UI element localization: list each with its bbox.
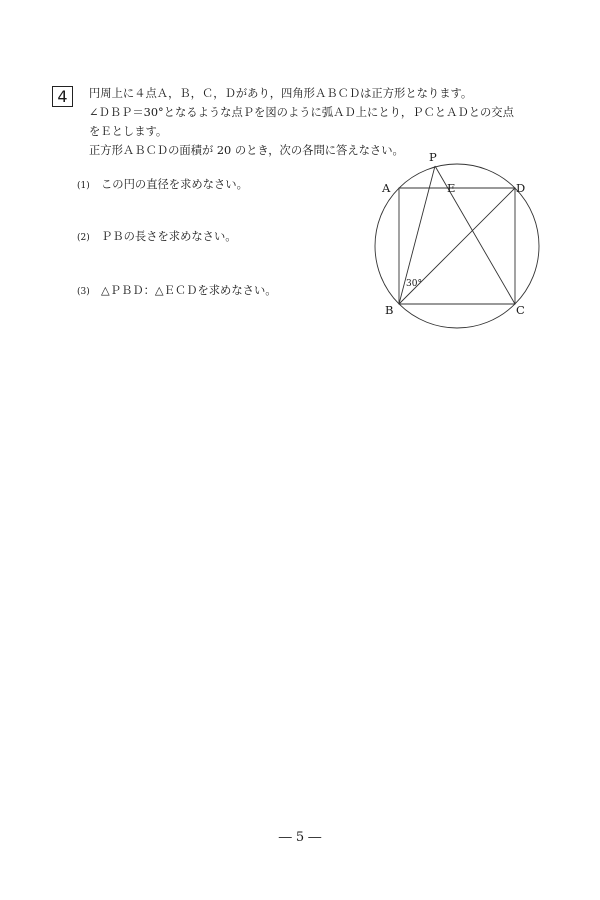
label-d: D — [516, 181, 526, 195]
subquestion-2-text: ＰＢの長さを求めなさい。 — [101, 230, 237, 243]
angle-30-label: 30° — [406, 279, 422, 289]
label-a: A — [382, 181, 391, 195]
question-number-box: 4 — [52, 86, 73, 107]
label-p: P — [429, 150, 437, 164]
subquestion-3-number: (3) — [77, 287, 90, 297]
intro-line-3: をＥとします。 — [89, 125, 168, 138]
intro-line-4: 正方形ＡＢＣＤの面積が 20 のとき，次の各問に答えなさい。 — [89, 144, 404, 157]
subquestion-1-text: この円の直径を求めなさい。 — [101, 178, 248, 191]
label-c: C — [516, 303, 525, 317]
subquestion-3 — [77, 282, 277, 298]
subquestion-2 — [77, 228, 237, 244]
label-e: E — [447, 181, 456, 195]
subquestion-1 — [77, 176, 248, 192]
intro-line-1: 円周上に４点Ａ，Ｂ，Ｃ，Ｄがあり，四角形ＡＢＣＤは正方形となります。 — [89, 87, 473, 100]
subquestion-3-text: △ＰＢＤ：△ＥＣＤを求めなさい。 — [101, 284, 277, 297]
label-b: B — [385, 303, 394, 317]
geometry-figure — [365, 148, 545, 348]
intro-line-2: ∠ＤＢＰ＝30°となるような点Ｐを図のように弧ＡＤ上にとり，ＰＣとＡＤとの交点 — [89, 106, 514, 119]
page-number: ― 5 ― — [278, 830, 322, 845]
subquestion-2-number: (2) — [77, 233, 90, 243]
subquestion-1-number: (1) — [77, 181, 90, 191]
